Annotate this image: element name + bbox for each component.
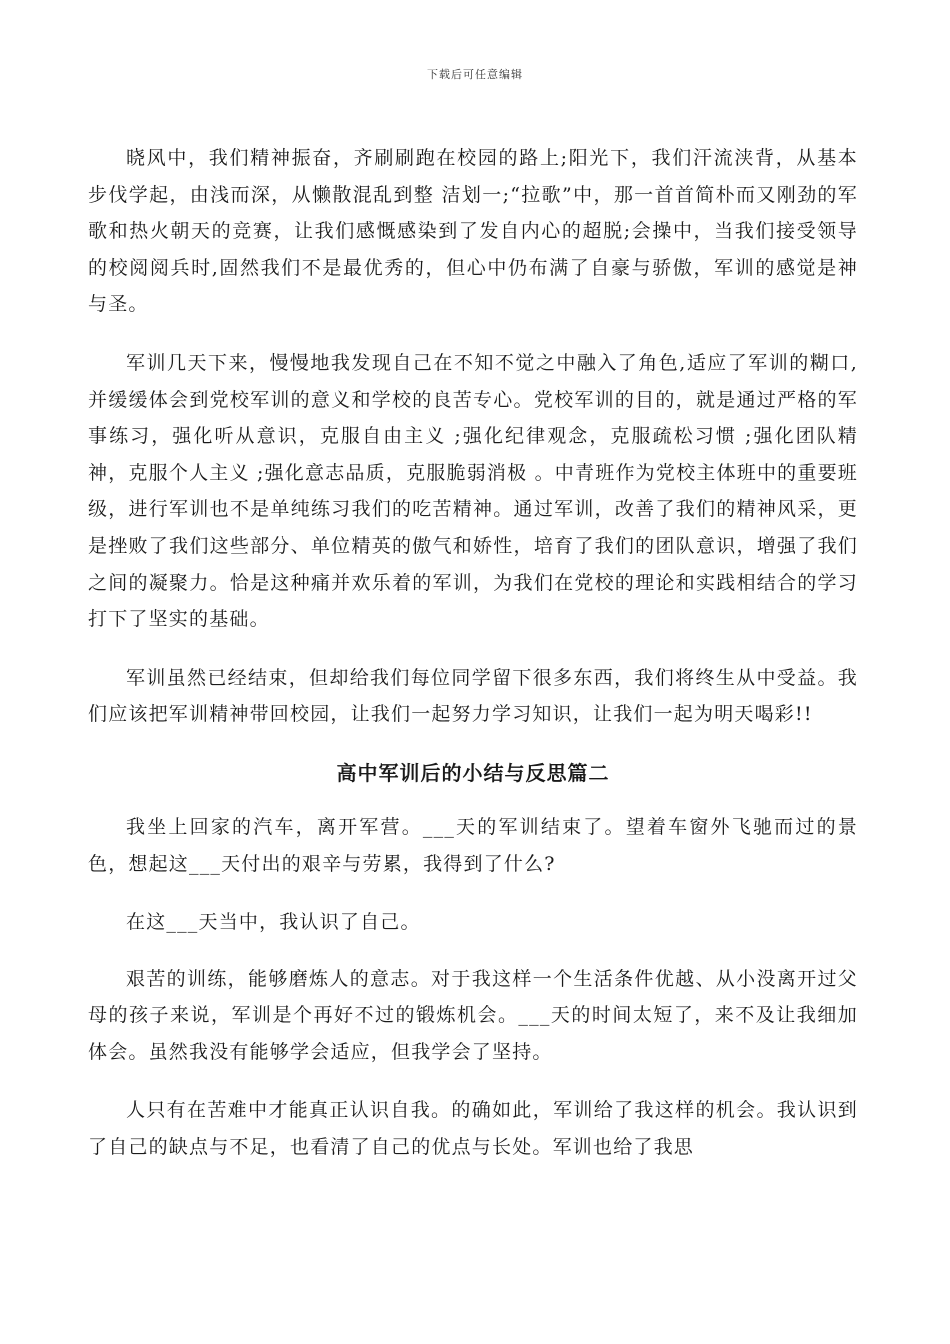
paragraph: 军训虽然已经结束，但却给我们每位同学留下很多东西，我们将终生从中受益。我们应该把军训精神带回校园，让我们一起努力学习知识，让我们一起为明天喝彩!! xyxy=(88,666,858,726)
document-body xyxy=(88,140,858,1188)
paragraph: 艰苦的训练，能够磨炼人的意志。对于我这样一个生活条件优越、从小没离开过父母的孩子来说，军训是个再好不过的锻炼机会。___天的时间太短了，来不及让我细加体会。虽然我没有能够学会适应，但我学会了坚持。 xyxy=(88,967,858,1063)
paragraph: 我坐上回家的汽车，离开军营。___天的军训结束了。望着车窗外飞驰而过的景色，想起这___天付出的艰辛与劳累，我得到了什么? xyxy=(88,815,858,875)
paragraph: 军训几天下来，慢慢地我发现自己在不知不觉之中融入了角色,适应了军训的糊口,并缓缓体会到党校军训的意义和学校的良苦专心。党校军训的目的，就是通过严格的军事练习，强化听从意识，克服自由主义 ;强化纪律观念，克服疏松习惯 ;强化团队精神，克服个人主义 ;强化意志品质，克服脆弱消极 。中青班作为党校主体班中的重要班级，进行军训也不是单纯练习我们的吃苦精神。通过军训，改善了我们的精神风采，更是挫败了我们这些部分、单位精英的傲气和娇性，培育了我们的团队意识，增强了我们之间的凝聚力。恰是这种痛并欢乐着的军训，为我们在党校的理论和实践相结合的学习打下了坚实的基础。 xyxy=(88,351,858,631)
page-header-note: 下载后可任意编辑 xyxy=(427,68,523,81)
paragraph: 晓风中，我们精神振奋，齐刷刷跑在校园的路上;阳光下，我们汗流浃背，从基本步伐学起，由浅而深，从懒散混乱到整 洁划一;“拉歌”中，那一首首简朴而又刚劲的军歌和热火朝天的竞赛，让我们感慨感染到了发自内心的超脱;会操中，当我们接受领导的校阅阅兵时,固然我们不是最优秀的，但心中仍布满了自豪与骄傲，军训的感觉是神与圣。 xyxy=(88,147,858,316)
paragraph: 在这___天当中，我认识了自己。 xyxy=(126,911,421,934)
paragraph: 人只有在苦难中才能真正认识自我。的确如此，军训给了我这样的机会。我认识到了自己的缺点与不足，也看清了自己的优点与长处。军训也给了我思 xyxy=(88,1099,858,1159)
section-title: 高中军训后的小结与反思篇二 xyxy=(336,760,610,785)
